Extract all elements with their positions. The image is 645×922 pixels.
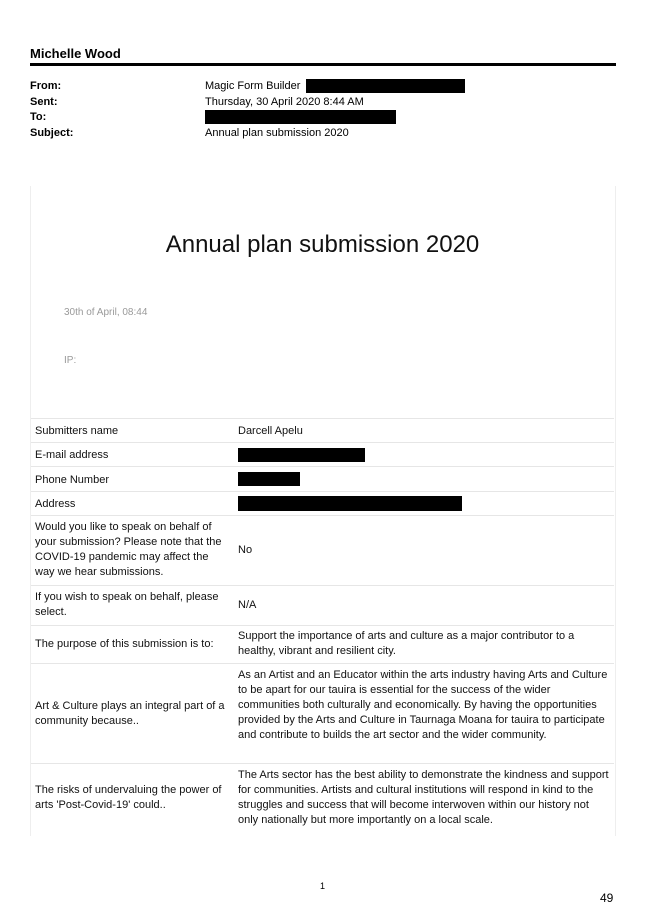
redaction-to-address (205, 110, 396, 124)
from-label: From: (30, 80, 62, 92)
field-label: Art & Culture plays an integral part of a community because.. (35, 700, 225, 727)
document-number: 49 (600, 891, 614, 905)
form-row (31, 585, 614, 626)
sent-label: Sent: (30, 96, 58, 108)
field-value: No (238, 544, 253, 556)
field-value: Darcell Apelu (238, 425, 303, 437)
field-label: The purpose of this submission is to: (35, 638, 214, 650)
subject-label: Subject: (30, 127, 74, 139)
field-label: The risks of undervaluing the power of arts 'Post-Covid-19' could.. (35, 784, 222, 811)
field-label: Would you like to speak on behalf of your submission? Please note that the COVID-19 pandemic may affect the way we hear submissions. (35, 521, 222, 578)
redaction-address (238, 496, 462, 511)
page-number: 1 (319, 881, 325, 891)
sent-value: Thursday, 30 April 2020 8:44 AM (205, 96, 364, 108)
form-row (31, 515, 614, 586)
field-label: E-mail address (35, 449, 109, 461)
redaction-from-address (306, 79, 465, 93)
ip-label: IP: (64, 355, 77, 366)
field-value: Support the importance of arts and culture as a major contributor to a healthy, vibrant and resilient city. (238, 630, 575, 657)
subject-value: Annual plan submission 2020 (205, 127, 349, 139)
field-label: Submitters name (35, 425, 119, 437)
form-row (31, 466, 614, 492)
field-value: As an Artist and an Educator within the arts industry having Arts and Culture to be apart for our tauira is essential for the success of the wider communities both culturally and economically. By having the opportunities provided by the Arts and Culture in Taurnaga Moana for tauira to participate and contribute to builds the art sector and the wider community. (238, 669, 608, 741)
form-row (31, 625, 614, 664)
form-row (31, 491, 614, 516)
header-divider (30, 63, 616, 66)
redaction-email (238, 448, 365, 462)
from-value: Magic Form Builder (205, 80, 301, 92)
mailbox-owner-name: Michelle Wood (30, 46, 121, 61)
submission-date: 30th of April, 08:44 (64, 307, 148, 318)
form-row (31, 663, 614, 764)
form-row (31, 442, 614, 467)
field-value: The Arts sector has the best ability to demonstrate the kindness and support for communities. Artists and cultural institutions will respond in kind to the struggles and success that will become interwoven within our history not only nationally but more importantly on a local scale. (238, 769, 609, 826)
field-label: Address (35, 498, 76, 510)
field-label: Phone Number (35, 474, 109, 486)
to-label: To: (30, 111, 47, 123)
redaction-phone (238, 472, 300, 486)
field-label: If you wish to speak on behalf, please select. (35, 591, 219, 618)
form-title: Annual plan submission 2020 (165, 231, 480, 258)
form-row (31, 418, 614, 443)
form-row (31, 763, 614, 834)
field-value: N/A (238, 599, 257, 611)
